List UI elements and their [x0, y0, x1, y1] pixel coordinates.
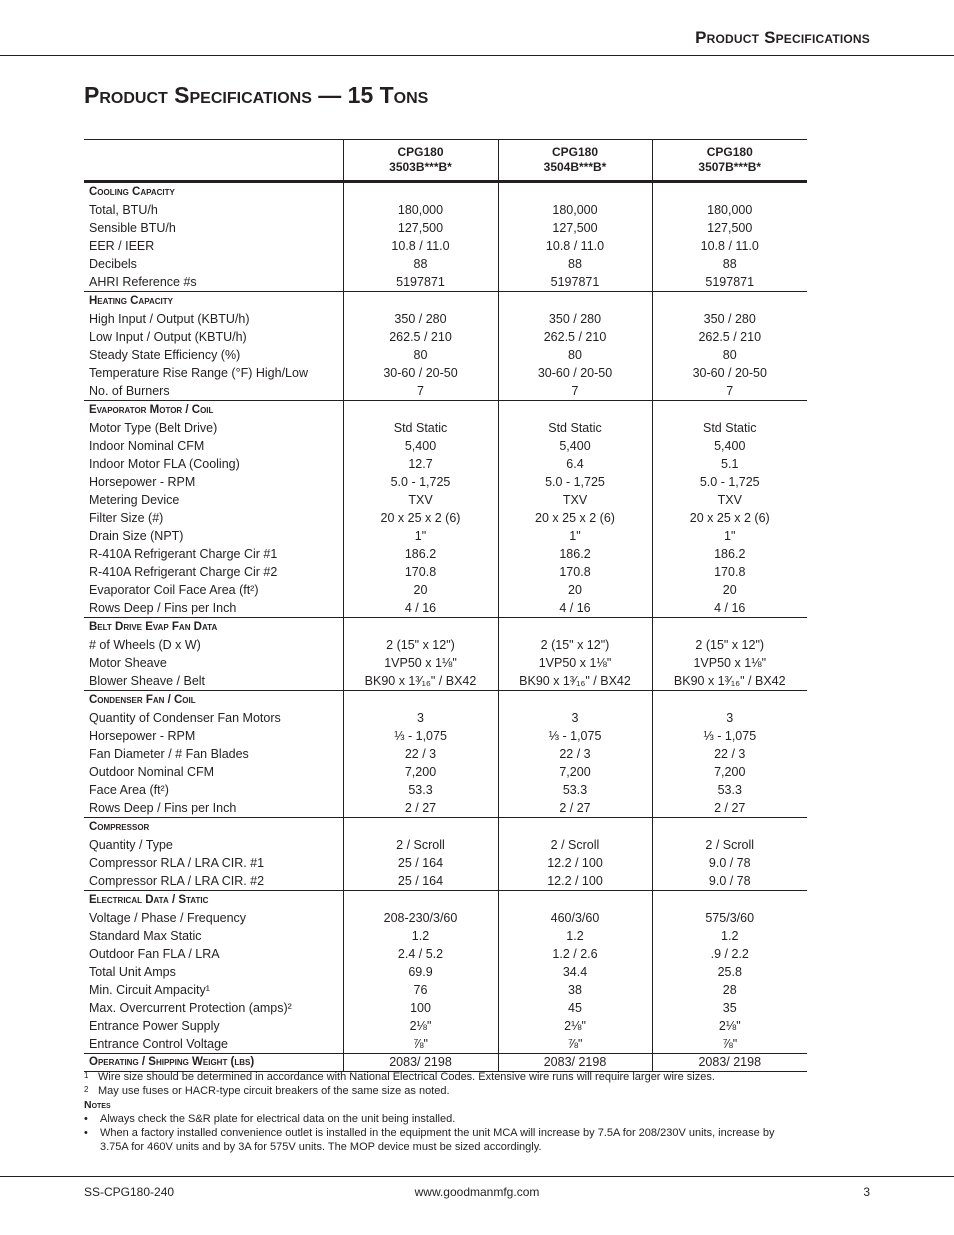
spec-value: 5197871: [705, 275, 755, 289]
spec-value: 53.3: [408, 783, 433, 797]
spec-row-label: Face Area (ft²): [89, 783, 169, 797]
spec-value: 30-60 / 20-50: [383, 366, 458, 380]
spec-value: 186.2: [714, 547, 746, 561]
spec-value: 262.5 / 210: [698, 330, 762, 344]
model-name: CPG180: [397, 145, 444, 159]
spec-value-cell: [498, 182, 652, 292]
spec-value: 22 / 3: [404, 747, 437, 761]
spec-value: 100: [410, 1001, 431, 1015]
spec-value-cell: [498, 401, 652, 618]
spec-value: 350 / 280: [548, 312, 602, 326]
notes-area: [84, 1070, 804, 1154]
spec-value: 12.7: [408, 457, 433, 471]
spec-value: 1.2: [721, 929, 739, 943]
spec-value: ⅓ - 1,075: [703, 729, 757, 743]
spec-value: 2 / 27: [714, 801, 746, 815]
spec-value: 127,500: [552, 221, 598, 235]
spec-label-cell: [84, 401, 343, 618]
spec-row-label: Steady State Efficiency (%): [89, 348, 241, 362]
spec-value: 80: [413, 348, 428, 362]
spec-value: 28: [722, 983, 737, 997]
spec-value: 1VP50 x 1⅛": [538, 656, 612, 670]
model-number: 3507B***B*: [698, 160, 762, 174]
spec-row-label: Compressor RLA / LRA CIR. #1: [89, 856, 265, 870]
section-heading: Cooling Capacity: [89, 186, 175, 198]
footnote: [84, 1070, 804, 1084]
notes-heading: Notes: [84, 1099, 111, 1111]
spec-section: [84, 891, 807, 1054]
model-number: 3504B***B*: [543, 160, 607, 174]
spec-value: 262.5 / 210: [543, 330, 607, 344]
spec-value: 20 x 25 x 2 (6): [535, 511, 615, 525]
spec-value: TXV: [408, 493, 433, 507]
spec-row-label: Voltage / Phase / Frequency: [89, 911, 247, 925]
spec-value: BK90 x 1³⁄₁₆" / BX42: [519, 674, 631, 688]
spec-value: 2 / 27: [559, 801, 591, 815]
spec-value: 2083/ 2198: [652, 1054, 807, 1072]
spec-row-label: Compressor RLA / LRA CIR. #2: [89, 874, 265, 888]
spec-value: TXV: [717, 493, 742, 507]
spec-value: 2.4 / 5.2: [397, 947, 444, 961]
spec-value: 460/3/60: [550, 911, 600, 925]
spec-value-cell: [343, 618, 498, 691]
website-url: www.goodmanmfg.com: [414, 1185, 540, 1199]
spec-value: 25 / 164: [397, 856, 444, 870]
spec-value: 186.2: [559, 547, 591, 561]
footnote-mark: 2: [84, 1085, 89, 1094]
spec-value: 10.8 / 11.0: [391, 239, 450, 253]
spec-value: 1": [569, 529, 581, 543]
spec-value: 22 / 3: [559, 747, 591, 761]
spec-section: [84, 818, 807, 891]
spec-value: 5.0 - 1,725: [545, 475, 605, 489]
spec-value: 20: [722, 583, 737, 597]
spec-label-cell: [84, 691, 343, 818]
spec-value: 4 / 16: [714, 601, 746, 615]
model-column-header: [652, 140, 807, 182]
spec-value-cell: [343, 182, 498, 292]
spec-value-cell: [652, 818, 807, 891]
page-number: 3: [863, 1185, 870, 1199]
spec-row-label: Max. Overcurrent Protection (amps)²: [89, 1001, 292, 1015]
spec-value: 170.8: [559, 565, 591, 579]
spec-value: 5,400: [559, 439, 591, 453]
spec-row-label: Decibels: [89, 257, 137, 271]
spec-value: 7: [571, 384, 579, 398]
spec-value: 88: [722, 257, 737, 271]
spec-value: Std Static: [703, 421, 757, 435]
spec-value: 12.2 / 100: [547, 874, 603, 888]
model-number: 3503B***B*: [389, 160, 452, 174]
spec-value: 2 / 27: [404, 801, 437, 815]
document-code: SS-CPG180-240: [84, 1185, 175, 1199]
section-heading: Heating Capacity: [89, 295, 173, 307]
spec-value: 2 (15" x 12"): [540, 638, 610, 652]
spec-row-label: Fan Diameter / # Fan Blades: [89, 747, 249, 761]
spec-row-label: Indoor Nominal CFM: [89, 439, 205, 453]
spec-value: 2⅛": [409, 1019, 432, 1033]
spec-row-label: Temperature Rise Range (°F) High/Low: [89, 366, 308, 380]
note-item: [84, 1112, 804, 1126]
spec-row-label: Quantity of Condenser Fan Motors: [89, 711, 281, 725]
spec-value: 20 x 25 x 2 (6): [380, 511, 461, 525]
section-heading: Condenser Fan / Coil: [89, 694, 196, 706]
spec-row-label: Blower Sheave / Belt: [89, 674, 206, 688]
spec-value: 30-60 / 20-50: [537, 366, 613, 380]
spec-value-cell: [652, 618, 807, 691]
spec-section: [84, 618, 807, 691]
spec-value: 2 / Scroll: [396, 838, 445, 852]
spec-value: 2 / Scroll: [550, 838, 600, 852]
spec-value-cell: [343, 818, 498, 891]
spec-value: 69.9: [408, 965, 433, 979]
section-heading: Operating / Shipping Weight (lbs): [89, 1056, 255, 1068]
spec-value: 22 / 3: [714, 747, 746, 761]
spec-value: ⅓ - 1,075: [394, 729, 447, 743]
spec-section: [84, 182, 807, 292]
spec-row-label: Low Input / Output (KBTU/h): [89, 330, 247, 344]
spec-section: [84, 691, 807, 818]
spec-value: 1VP50 x 1⅛": [384, 656, 457, 670]
spec-value: 575/3/60: [705, 911, 755, 925]
header-rule: [0, 55, 954, 56]
footnote-mark: 1: [84, 1071, 89, 1080]
spec-value: 20: [568, 583, 582, 597]
spec-value: 1": [724, 529, 736, 543]
spec-value: 7,200: [404, 765, 437, 779]
spec-value: 20: [413, 583, 428, 597]
spec-value-cell: [652, 401, 807, 618]
bullet-icon: •: [84, 1127, 88, 1139]
weight-row: [84, 1054, 807, 1072]
spec-value: 2083/ 2198: [498, 1054, 652, 1072]
spec-row-label: Quantity / Type: [89, 838, 173, 852]
model-column-header: [343, 140, 498, 182]
spec-value-cell: [343, 691, 498, 818]
spec-label-cell: [84, 618, 343, 691]
spec-value-cell: [652, 292, 807, 401]
spec-value: 53.3: [562, 783, 588, 797]
spec-row-label: Filter Size (#): [89, 511, 164, 525]
spec-value: 9.0 / 78: [708, 874, 751, 888]
spec-label-cell: [84, 1054, 343, 1072]
spec-value: 262.5 / 210: [389, 330, 452, 344]
spec-value-cell: [498, 891, 652, 1054]
spec-row-label: Entrance Control Voltage: [89, 1037, 228, 1051]
spec-value: 2 (15" x 12"): [386, 638, 455, 652]
spec-value: 208-230/3/60: [383, 911, 458, 925]
spec-row-label: EER / IEER: [89, 239, 155, 253]
spec-value: 80: [722, 348, 737, 362]
spec-value-cell: [343, 891, 498, 1054]
spec-value: ⅞": [567, 1037, 583, 1051]
footer-rule: [0, 1176, 954, 1177]
spec-value: 5.0 - 1,725: [390, 475, 451, 489]
note-item: [84, 1126, 804, 1154]
section-heading: Evaporator Motor / Coil: [89, 404, 214, 416]
running-header-title: Product Specifications: [695, 28, 870, 47]
spec-row-label: High Input / Output (KBTU/h): [89, 312, 250, 326]
footnote-text: May use fuses or HACR-type circuit breakers of the same size as noted.: [98, 1085, 450, 1097]
spec-value: 5197871: [550, 275, 600, 289]
spec-value: 25 / 164: [397, 874, 444, 888]
spec-value: 180,000: [397, 203, 444, 217]
spec-value: 10.8 / 11.0: [545, 239, 605, 253]
footnote: [84, 1084, 804, 1098]
spec-value: TXV: [562, 493, 588, 507]
spec-value: 38: [568, 983, 582, 997]
spec-table: [84, 139, 807, 1072]
spec-value-cell: [652, 182, 807, 292]
spec-value: 3: [726, 711, 734, 725]
spec-label-cell: [84, 891, 343, 1054]
bullet-icon: •: [84, 1113, 88, 1125]
spec-label-cell: [84, 182, 343, 292]
spec-section: [84, 401, 807, 618]
spec-value: 350 / 280: [394, 312, 447, 326]
section-heading: Electrical Data / Static: [89, 894, 209, 906]
note-text: Always check the S&R plate for electrical data on the unit being installed.: [100, 1113, 456, 1125]
spec-value: 350 / 280: [703, 312, 756, 326]
spec-row-label: # of Wheels (D x W): [89, 638, 201, 652]
spec-value: 1.2: [566, 929, 584, 943]
spec-row-label: Outdoor Fan FLA / LRA: [89, 947, 220, 961]
spec-value: 53.3: [717, 783, 742, 797]
spec-row-label: No. of Burners: [89, 384, 170, 398]
spec-value: 1VP50 x 1⅛": [693, 656, 767, 670]
spec-value: 34.4: [562, 965, 588, 979]
spec-value: 2⅛": [564, 1019, 586, 1033]
spec-value: 88: [413, 257, 428, 271]
spec-row-label: Horsepower - RPM: [89, 475, 196, 489]
spec-value: ⅞": [722, 1037, 738, 1051]
spec-value: 180,000: [552, 203, 598, 217]
spec-value-cell: [498, 292, 652, 401]
spec-row-label: Outdoor Nominal CFM: [89, 765, 215, 779]
spec-value: 20 x 25 x 2 (6): [689, 511, 770, 525]
spec-row-label: R-410A Refrigerant Charge Cir #1: [89, 547, 278, 561]
spec-value: 186.2: [404, 547, 437, 561]
table-header-row: [84, 140, 807, 182]
page-title: Product Specifications — 15 Tons: [84, 82, 429, 108]
spec-row-label: Sensible BTU/h: [89, 221, 176, 235]
spec-value-cell: [498, 691, 652, 818]
spec-value: 4 / 16: [404, 601, 437, 615]
spec-value: 76: [413, 983, 428, 997]
spec-row-label: Min. Circuit Ampacity¹: [89, 983, 210, 997]
spec-value: 180,000: [707, 203, 753, 217]
spec-value: 4 / 16: [559, 601, 591, 615]
spec-value: .9 / 2.2: [710, 947, 749, 961]
spec-value-cell: [498, 818, 652, 891]
spec-table-body: [84, 182, 807, 1072]
spec-value-cell: [343, 401, 498, 618]
spec-value: ⅞": [413, 1037, 428, 1051]
spec-value: 5.1: [721, 457, 739, 471]
spec-value: 30-60 / 20-50: [692, 366, 767, 380]
model-column-header: [498, 140, 652, 182]
spec-value: 1.2 / 2.6: [552, 947, 598, 961]
spec-value: 5,400: [404, 439, 437, 453]
spec-label-cell: [84, 292, 343, 401]
spec-row-label: Rows Deep / Fins per Inch: [89, 601, 237, 615]
spec-value-cell: [652, 891, 807, 1054]
note-text: When a factory installed convenience outlet is installed in the equipment the unit MCA will increase by 7.5A for 208/230V units, increase by 3.75A for 460V units and by 3A for 575V units. The MOP device must be sized accordingly.: [100, 1127, 775, 1153]
spec-value: BK90 x 1³⁄₁₆" / BX42: [673, 674, 786, 688]
model-name: CPG180: [551, 145, 599, 159]
model-name: CPG180: [706, 145, 753, 159]
spec-row-label: Total Unit Amps: [89, 965, 176, 979]
spec-value: 5,400: [714, 439, 746, 453]
spec-value: BK90 x 1³⁄₁₆" / BX42: [364, 674, 477, 688]
spec-value: 88: [568, 257, 582, 271]
spec-value: 1.2: [411, 929, 430, 943]
spec-value: 45: [568, 1001, 582, 1015]
spec-value: 5197871: [396, 275, 445, 289]
spec-value: 6.4: [566, 457, 584, 471]
spec-value: 12.2 / 100: [547, 856, 603, 870]
spec-value: 1": [414, 529, 427, 543]
spec-row-label: Rows Deep / Fins per Inch: [89, 801, 237, 815]
spec-value: 7: [726, 384, 734, 398]
spec-row-label: Horsepower - RPM: [89, 729, 196, 743]
spec-value: 2083/ 2198: [343, 1054, 498, 1072]
spec-value: 3: [417, 711, 424, 725]
spec-row-label: Total, BTU/h: [89, 203, 158, 217]
spec-row-label: Motor Type (Belt Drive): [89, 421, 218, 435]
spec-row-label: AHRI Reference #s: [89, 275, 197, 289]
spec-value: 7,200: [714, 765, 746, 779]
section-heading: Compressor: [89, 821, 150, 833]
spec-value-cell: [498, 618, 652, 691]
spec-value: 170.8: [404, 565, 437, 579]
spec-value: 80: [568, 348, 582, 362]
spec-value: 2 / Scroll: [705, 838, 755, 852]
section-heading: Belt Drive Evap Fan Data: [89, 621, 218, 633]
spec-value: 170.8: [714, 565, 746, 579]
spec-value: Std Static: [548, 421, 602, 435]
header-blank-cell: [84, 140, 343, 182]
spec-row-label: Metering Device: [89, 493, 180, 507]
spec-value: 5.0 - 1,725: [699, 475, 760, 489]
spec-value: ⅓ - 1,075: [548, 729, 602, 743]
spec-row-label: Standard Max Static: [89, 929, 202, 943]
spec-value: 35: [722, 1001, 737, 1015]
spec-value-cell: [652, 691, 807, 818]
spec-label-cell: [84, 818, 343, 891]
spec-row-label: Drain Size (NPT): [89, 529, 184, 543]
spec-row-label: Evaporator Coil Face Area (ft²): [89, 583, 259, 597]
spec-row-label: R-410A Refrigerant Charge Cir #2: [89, 565, 278, 579]
spec-section: [84, 292, 807, 401]
spec-row-label: Entrance Power Supply: [89, 1019, 220, 1033]
spec-value: 2⅛": [718, 1019, 741, 1033]
spec-value: 127,500: [707, 221, 753, 235]
footnote-text: Wire size should be determined in accordance with National Electrical Codes. Extensive wire runs will require larger wire sizes.: [98, 1071, 715, 1083]
spec-row-label: Indoor Motor FLA (Cooling): [89, 457, 240, 471]
spec-value: 9.0 / 78: [708, 856, 751, 870]
spec-value: 7,200: [559, 765, 591, 779]
spec-value-cell: [343, 292, 498, 401]
spec-value: Std Static: [393, 421, 448, 435]
spec-value: 7: [417, 384, 424, 398]
spec-row-label: Motor Sheave: [89, 656, 167, 670]
spec-value: 10.8 / 11.0: [700, 239, 759, 253]
spec-value: 127,500: [397, 221, 444, 235]
spec-value: 3: [571, 711, 579, 725]
spec-value: 2 (15" x 12"): [695, 638, 765, 652]
spec-value: 25.8: [717, 965, 742, 979]
